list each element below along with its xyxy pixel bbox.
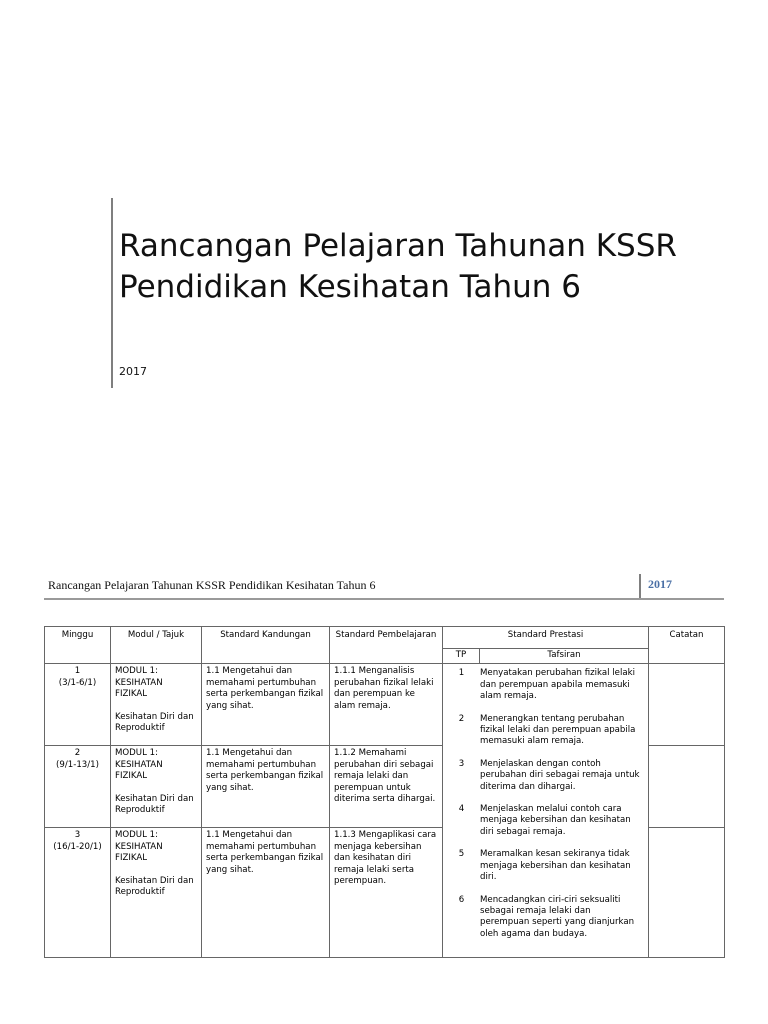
- list-item: [443, 668, 648, 702]
- document-year: 2017: [119, 365, 147, 378]
- header-separator: [639, 574, 641, 598]
- sk-cell: 1.1 Mengetahui dan memahami pertumbuhan serta perkembangan fizikal yang sihat.: [202, 664, 330, 746]
- list-item: [443, 849, 648, 883]
- header-year: 2017: [648, 577, 672, 591]
- header-title: Rancangan Pelajaran Tahunan KSSR Pendidikan Kesihatan Tahun 6: [48, 578, 376, 592]
- table-row: [45, 664, 725, 746]
- tp-level: 3: [458, 758, 465, 769]
- module-name: MODUL 1: KESIHATAN FIZIKAL: [115, 748, 163, 782]
- tp-level: 1: [458, 668, 465, 679]
- tp-description: Menerangkan tentang perubahan fizikal lelaki dan perempuan apabila memasuki alam remaja.: [480, 713, 636, 747]
- sk-cell: 1.1 Mengetahui dan memahami pertumbuhan serta perkembangan fizikal yang sihat.: [202, 746, 330, 828]
- tp-level: 5: [458, 849, 465, 860]
- header-row: [45, 627, 725, 649]
- sk-cell: 1.1 Mengetahui dan memahami pertumbuhan serta perkembangan fizikal yang sihat.: [202, 828, 330, 958]
- notes-cell: [649, 828, 725, 958]
- tp-description: Menyatakan perubahan fizikal lelaki dan perempuan apabila memasuki alam remaja.: [480, 668, 635, 702]
- topic-name: Kesihatan Diri dan Reproduktif: [115, 793, 194, 816]
- col-sp-header: Standard Pembelajaran: [330, 627, 443, 664]
- list-item: [443, 804, 648, 838]
- col-prestasi-header: Standard Prestasi: [443, 627, 649, 649]
- module-cell: [111, 746, 202, 828]
- week-dates: (3/1-6/1): [58, 677, 97, 688]
- col-tp-header: TP: [443, 649, 480, 664]
- topic-name: Kesihatan Diri dan Reproduktif: [115, 875, 194, 898]
- col-catatan-header: Catatan: [649, 627, 725, 664]
- topic-name: Kesihatan Diri dan Reproduktif: [115, 711, 194, 734]
- prestasi-list: [443, 664, 648, 940]
- week-cell: [45, 746, 111, 828]
- cover-accent-bar: [111, 198, 113, 388]
- tp-description: Menjelaskan dengan contoh perubahan diri sebagai remaja untuk diterima dan dihargai.: [480, 758, 640, 792]
- list-item: [443, 895, 648, 941]
- notes-cell: [649, 746, 725, 828]
- tp-description: Meramalkan kesan sekiranya tidak menjaga kebersihan dan kesihatan diri.: [480, 849, 631, 883]
- rpt-table: [44, 626, 725, 958]
- module-cell: [111, 664, 202, 746]
- week-cell: [45, 664, 111, 746]
- tp-description: Mencadangkan ciri-ciri seksualiti sebagai remaja lelaki dan perempuan seperti yang dianjurkan oleh agama dan budaya.: [480, 894, 635, 939]
- list-item: [443, 759, 648, 793]
- week-dates: (9/1-13/1): [56, 759, 99, 770]
- module-name: MODUL 1: KESIHATAN FIZIKAL: [115, 666, 163, 700]
- document-title: Rancangan Pelajaran Tahunan KSSR Pendidikan Kesihatan Tahun 6: [119, 228, 677, 305]
- sp-cell: 1.1.3 Mengaplikasi cara menjaga kebersihan dan kesihatan diri remaja lelaki serta perempuan.: [330, 828, 443, 958]
- tp-level: 2: [458, 713, 465, 724]
- col-tafsiran-header: Tafsiran: [480, 649, 649, 664]
- week-number: 1: [74, 666, 81, 677]
- col-minggu-header: Minggu: [45, 627, 111, 664]
- tp-level: 4: [458, 804, 465, 815]
- col-modul-header: Modul / Tajuk: [111, 627, 202, 664]
- sp-cell: 1.1.1 Menganalisis perubahan fizikal lelaki dan perempuan ke alam remaja.: [330, 664, 443, 746]
- col-sk-header: Standard Kandungan: [202, 627, 330, 664]
- notes-cell: [649, 664, 725, 746]
- module-name: MODUL 1: KESIHATAN FIZIKAL: [115, 830, 163, 864]
- page-header: [44, 572, 724, 600]
- week-number: 2: [74, 748, 81, 759]
- week-dates: (16/1-20/1): [53, 841, 102, 852]
- week-cell: [45, 828, 111, 958]
- list-item: [443, 714, 648, 748]
- tp-description: Menjelaskan melalui contoh cara menjaga kebersihan dan kesihatan diri sebagai remaja.: [480, 804, 631, 837]
- prestasi-cell: [443, 664, 649, 958]
- sp-cell: 1.1.2 Memahami perubahan diri sebagai remaja lelaki dan perempuan untuk diterima serta dihargai.: [330, 746, 443, 828]
- tp-level: 6: [458, 894, 465, 905]
- week-number: 3: [74, 830, 81, 841]
- module-cell: [111, 828, 202, 958]
